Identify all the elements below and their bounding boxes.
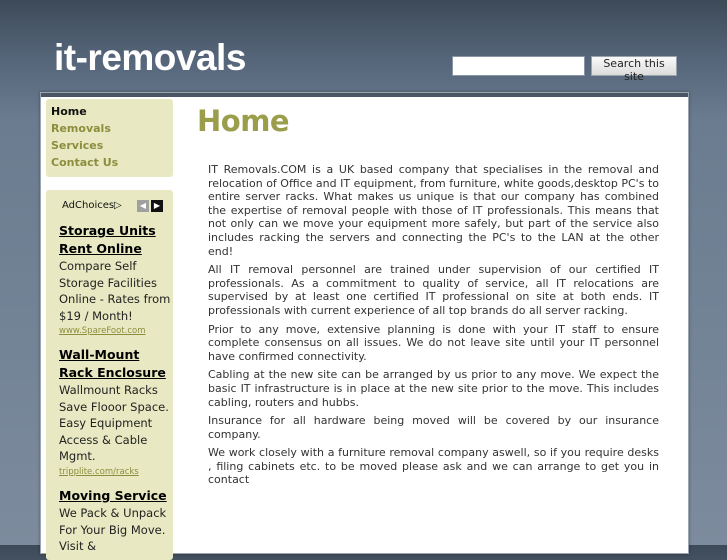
nav-item-home[interactable]: Home bbox=[51, 105, 87, 118]
page-container bbox=[40, 92, 689, 554]
adchoices-label[interactable]: AdChoices bbox=[62, 200, 115, 211]
nav-item-contact-us[interactable]: Contact Us bbox=[51, 156, 119, 169]
page-title: Home bbox=[197, 104, 290, 138]
ad-description: Wallmount Racks Save Flooor Space. Easy Equipment Access & Cable Mgmt. bbox=[59, 383, 169, 463]
content-paragraph: Cabling at the new site can be arranged by us prior to any move. We expect the basic IT infrastructure is in place at the new site prior to the move. This includes cabling, routers and hubbs. bbox=[208, 368, 659, 409]
ad-description: Compare Self Storage Facilities Online - Rates from $19 / Month! bbox=[59, 259, 171, 323]
site-title[interactable]: it-removals bbox=[54, 37, 246, 78]
site-header bbox=[0, 0, 727, 92]
content-paragraph: We work closely with a furniture removal company aswell, so if you require desks , filing cabinets etc. to be moved please ask and we can arrange to get you in contact bbox=[208, 446, 659, 487]
ad-title-link[interactable]: Moving Service bbox=[59, 488, 167, 503]
ad-prev-button[interactable]: ◀ bbox=[137, 200, 149, 212]
nav-item-services[interactable]: Services bbox=[51, 139, 104, 152]
nav-item-removals[interactable]: Removals bbox=[51, 122, 111, 135]
ad-sidebar bbox=[46, 190, 173, 560]
ad-item bbox=[59, 346, 171, 479]
ad-description: We Pack & Unpack For Your Big Move. Visit & bbox=[59, 506, 167, 553]
content-paragraph: IT Removals.COM is a UK based company that specialises in the removal and relocation of Office and IT equipment, from furniture, white goods,desktop PC's to entire server racks. What makes us unique is that our company has combined the expertise of removal people with those of IT professionals. This means that not only can we move your equipment more safely, but part of the service also includes racking the servers and connecting the PC's to the LAN at the other end! bbox=[208, 163, 659, 258]
search-input[interactable] bbox=[452, 56, 585, 76]
content-paragraph: Insurance for all hardware being moved will be covered by our insurance company. bbox=[208, 414, 659, 441]
ad-url-link[interactable]: www.SpareFoot.com bbox=[59, 326, 146, 336]
adchoices-icon[interactable]: ▷ bbox=[114, 200, 122, 211]
ad-title-link[interactable]: Wall-Mount Rack Enclosure bbox=[59, 347, 166, 380]
ad-next-button[interactable]: ▶ bbox=[151, 200, 163, 212]
ad-title-link[interactable]: Storage Units Rent Online bbox=[59, 223, 156, 256]
content-paragraph: Prior to any move, extensive planning is done with your IT staff to ensure complete consensus on all issues. We do not leave site until your IT personnel have confirmed connectivity. bbox=[208, 322, 659, 363]
main-content bbox=[208, 163, 659, 492]
content-paragraph: All IT removal personnel are trained under supervision of our certified IT professionals. As a commitment to quality of service, all IT relocations are supervised by at least one certified IT professional on site at both ends. IT professionals with current experience of all top brands do all server racking. bbox=[208, 263, 659, 317]
search-button[interactable]: Search this site bbox=[591, 56, 677, 76]
ad-item bbox=[59, 222, 171, 338]
ad-url-link[interactable]: tripplite.com/racks bbox=[59, 466, 139, 477]
page-top-bar bbox=[41, 93, 688, 97]
sidebar-nav bbox=[46, 99, 173, 177]
ad-item bbox=[59, 487, 171, 555]
